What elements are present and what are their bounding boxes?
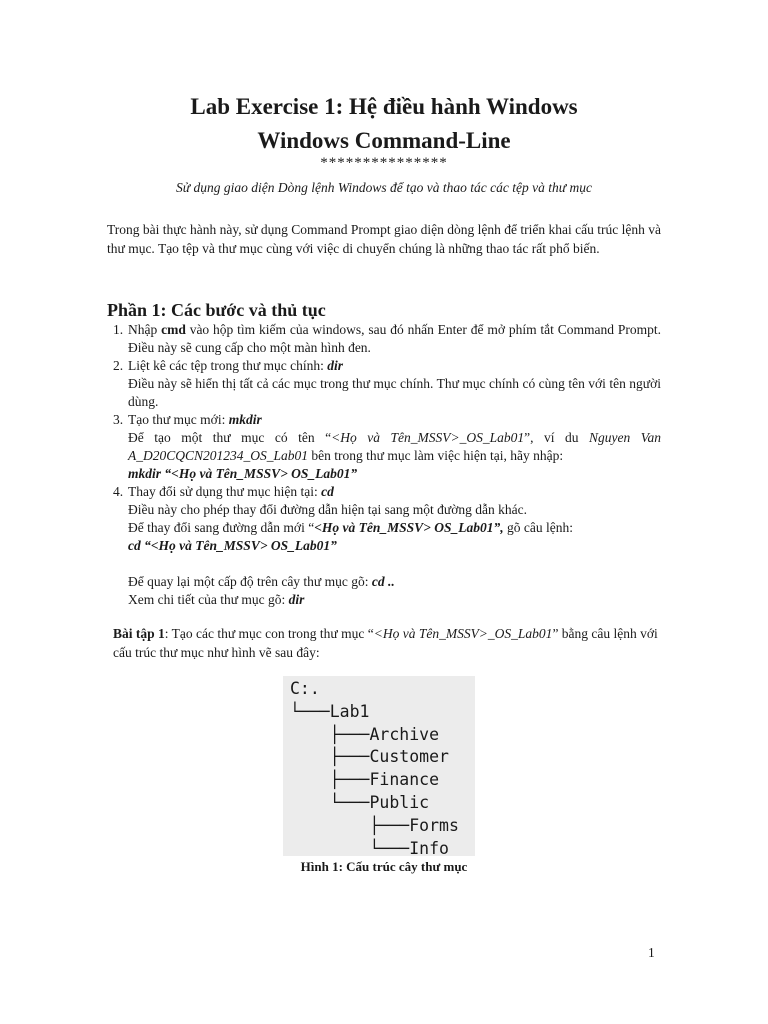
command-text: mkdir (228, 412, 262, 427)
step-text: Liệt kê các tệp trong thư mục chính: (128, 358, 328, 373)
command-text: cd (321, 484, 334, 499)
step-3-command (128, 465, 661, 483)
step-text: ”, ví du (524, 430, 589, 445)
step-4-description: Điều này cho phép thay đổi đường dẫn hiện tại sang một đường dẫn khác. (128, 502, 527, 517)
directory-tree (283, 676, 475, 860)
step-2-description: Điều này sẽ hiển thị tất cả các mục trong thư mục chính. Thư mục chính có cùng tên với tên người dùng. (128, 376, 661, 409)
step-4-text (128, 483, 661, 501)
exercise-text: ” bằng câu lệnh với cấu trúc thư mục như hình vẽ sau đây: (113, 626, 658, 660)
step-text: bên trong thư mục làm việc hiện tại, hãy nhập: (308, 448, 564, 463)
step-text: vào hộp tìm kiếm của windows, sau đó nhấn Enter để mở phím tắt Command Prompt. Điều này sẽ cung cấp cho một màn hình đen. (128, 322, 661, 355)
tree-line: C:. (290, 679, 320, 698)
folder-name-text: <Họ và Tên_MSSV>_OS_Lab01 (331, 430, 525, 445)
tree-line: ├───Finance (290, 770, 440, 790)
step-text: Thay đổi sử dụng thư mục hiện tại: (128, 484, 322, 499)
directory-tree-figure (283, 676, 475, 856)
page-number: 1 (648, 945, 655, 960)
step-4-change-path (128, 519, 661, 537)
step-number: 4. (113, 484, 124, 499)
example-name-text: Nguyen Van A_D20CQCN201234_OS_Lab01 (128, 430, 661, 463)
step-text: gõ câu lệnh: (503, 520, 573, 535)
exercise-label: Bài tập 1 (113, 626, 165, 641)
step-4 (113, 483, 661, 609)
step-2 (113, 357, 661, 411)
exercise-text: : Tạo các thư mục con trong thư mục “ (164, 626, 374, 641)
step-text: Để quay lại một cấp độ trên cây thư mục gõ: (128, 574, 372, 589)
step-4-go-up (128, 573, 661, 591)
spacer (128, 555, 661, 573)
command-text: mkdir “<Họ và Tên_MSSV> OS_Lab01” (128, 466, 358, 481)
tree-line: └───Lab1 (290, 701, 370, 721)
steps-list (113, 321, 661, 609)
command-text: cd .. (371, 574, 395, 589)
step-2-text (128, 357, 661, 375)
section1-heading: Phần 1: Các bước và thủ tục (107, 300, 326, 320)
tree-line: └───Info (290, 838, 449, 858)
tree-line: └───Public (290, 792, 430, 812)
exercise-1-paragraph (113, 624, 661, 662)
step-number: 1. (113, 322, 124, 337)
step-text: Xem chi tiết của thư mục gõ: (128, 592, 289, 607)
step-number: 3. (113, 412, 124, 427)
step-3 (113, 411, 661, 483)
command-text: cd “<Họ và Tên_MSSV> OS_Lab01” (128, 538, 337, 553)
tree-line: ├───Customer (290, 747, 449, 767)
figure-caption: Hình 1: Cấu trúc cây thư mục (300, 859, 468, 874)
tree-line: ├───Archive (290, 724, 440, 744)
intro-paragraph: Trong bài thực hành này, sử dụng Command Prompt giao diện dòng lệnh để triển khai cấu trúc lệnh và thư mục. Tạo tệp và thư mục cùng với việc di chuyển chúng là những thao tác rất phổ biến. (107, 222, 661, 256)
step-1 (113, 321, 661, 357)
step-3-text (128, 411, 661, 429)
step-number: 2. (113, 358, 124, 373)
folder-name-text: <Họ và Tên_MSSV>_OS_Lab01 (373, 626, 553, 641)
step-4-detail (128, 591, 661, 609)
folder-name-text: <Họ và Tên_MSSV> OS_Lab01”, (314, 520, 504, 535)
step-3-description (128, 429, 661, 465)
step-text: Để thay đổi sang đường dẫn mới “ (128, 520, 315, 535)
step-4-command (128, 537, 661, 555)
step-text: Để tạo một thư mục có tên “ (128, 430, 332, 445)
step-text: Tạo thư mục mới: (128, 412, 229, 427)
title-separator-stars: *************** (320, 155, 448, 171)
command-text: dir (327, 358, 344, 373)
command-text: cmd (161, 322, 186, 337)
document-title-line1: Lab Exercise 1: Hệ điều hành Windows (190, 94, 578, 119)
tree-line: ├───Forms (290, 815, 459, 835)
command-text: dir (288, 592, 305, 607)
document-title-line2: Windows Command-Line (257, 128, 511, 153)
step-text: Nhập (128, 322, 162, 337)
document-subtitle: Sử dụng giao diện Dòng lệnh Windows để tạo và thao tác các tệp và thư mục (176, 180, 592, 195)
step-1-text (128, 321, 661, 357)
